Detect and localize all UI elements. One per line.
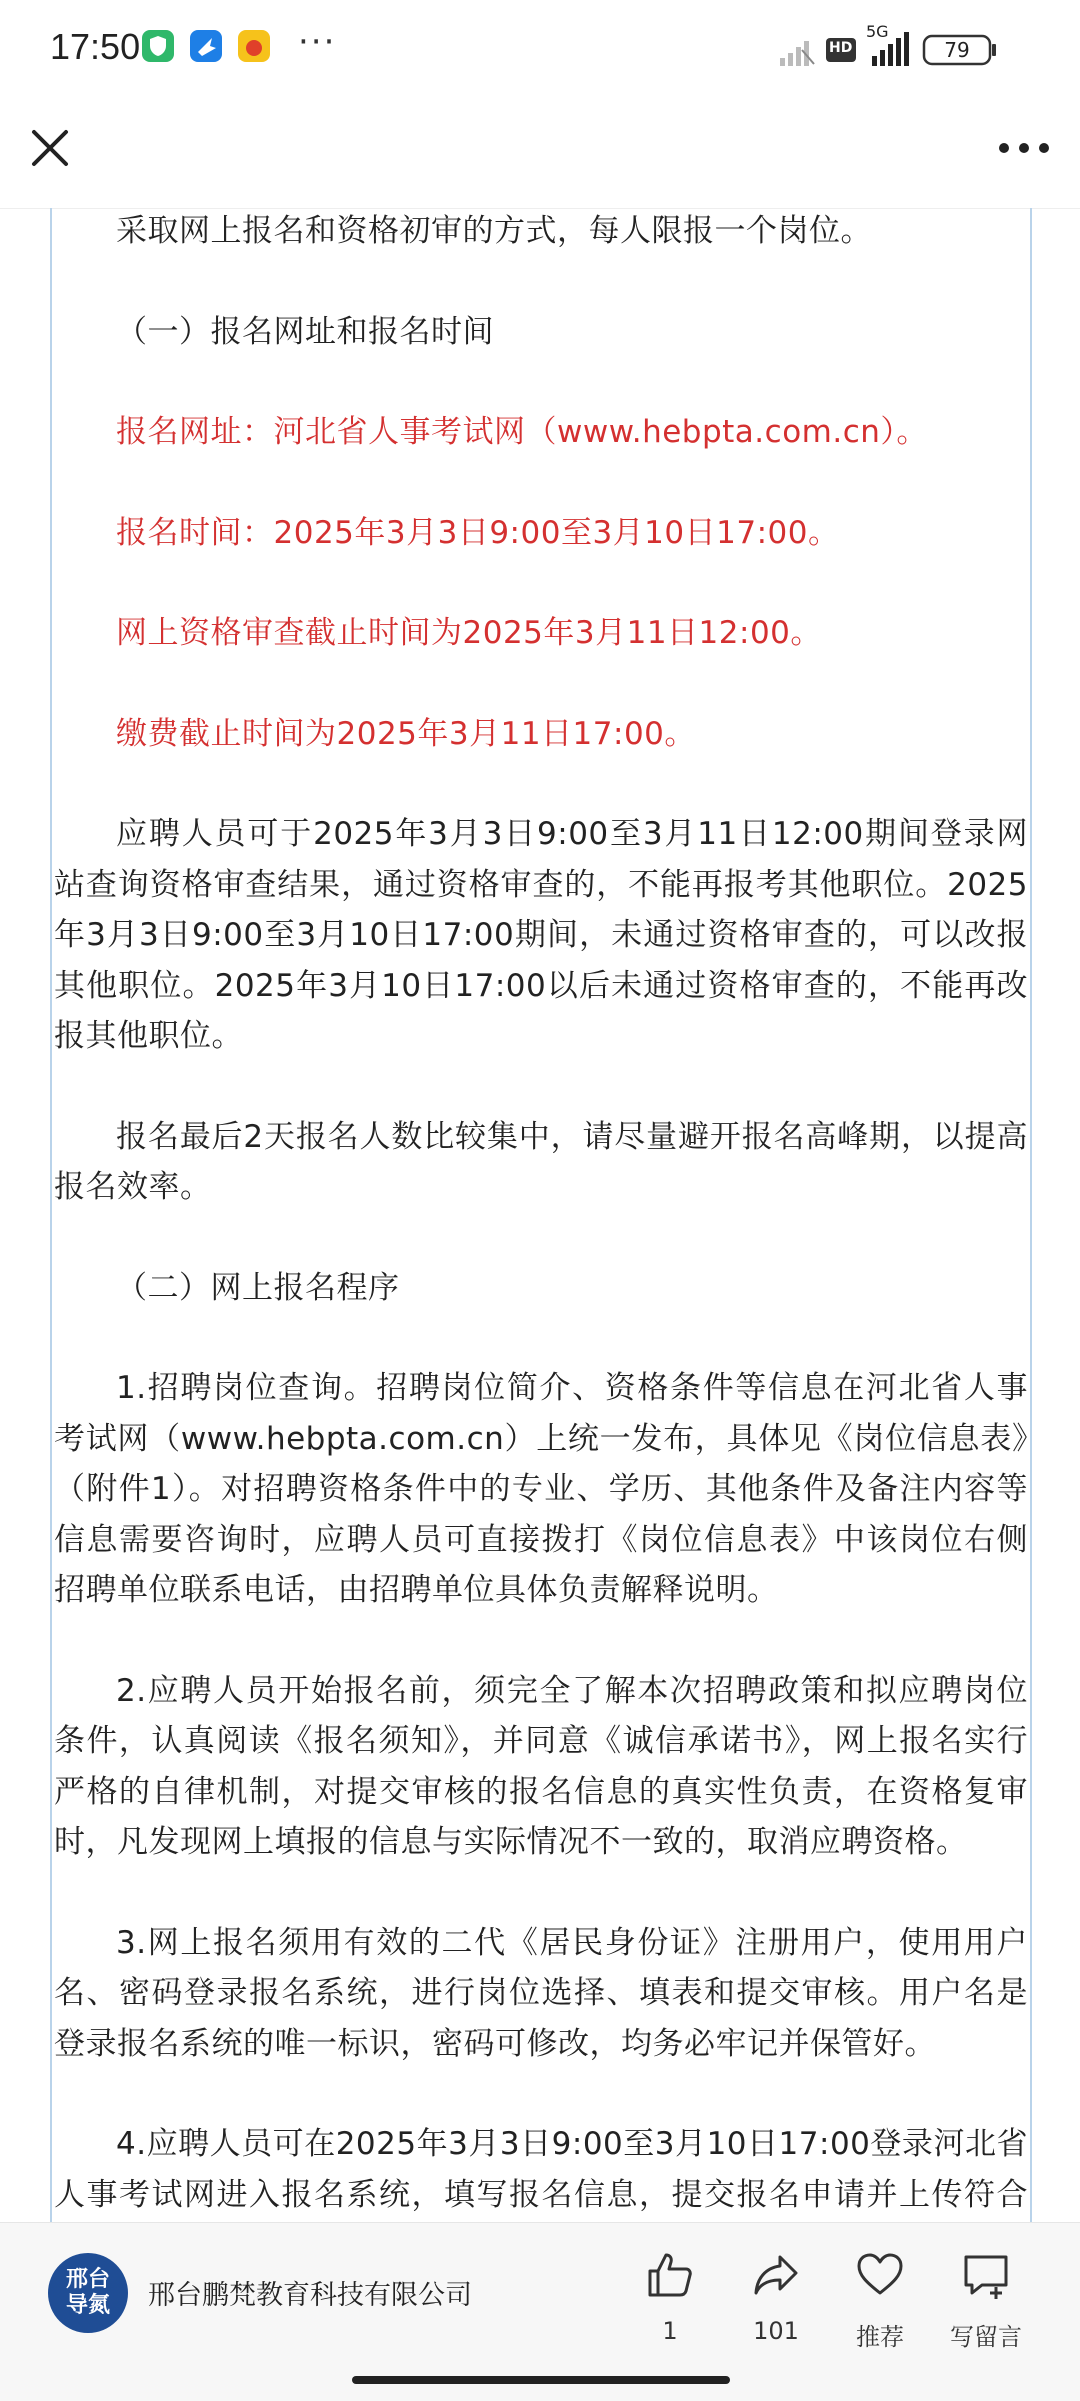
share-icon [750,2249,802,2301]
heart-icon [854,2249,906,2301]
publisher-avatar[interactable] [48,2253,128,2333]
share-count: 101 [753,2317,799,2345]
more-button[interactable] [996,136,1052,160]
recommend-label: 推荐 [856,2323,904,2351]
close-icon [26,124,74,172]
home-indicator[interactable] [352,2376,730,2384]
status-more-dots: ··· [298,22,337,62]
article-frame[interactable] [50,208,1032,2222]
paragraph-step-3: 3.网上报名须用有效的二代《居民身份证》注册用户，使用用户名、密码登录报名系统，进行岗位选择、填表和提交审核。用户名是登录报名系统的唯一标识，密码可修改，均务必牢记并保管好。 [54,1924,1028,2062]
status-time: 17:50 [50,26,141,67]
comment-button[interactable] [936,2249,1036,2352]
section-heading-2: （二）网上报名程序 [116,1269,400,1306]
logo-text-2: 导氮 [65,2292,110,2317]
comment-label: 写留言 [950,2323,1022,2351]
status-indicators [780,22,1040,68]
shield-app-icon [142,30,174,62]
status-bar [0,0,1080,100]
paragraph-review-results: 应聘人员可于2025年3月3日9:00至3月11日12:00期间登录网站查询资格审查结果，通过资格审查的，不能再报考其他职位。2025年3月3日9:00至3月10日17:00期间，未通过资格审查的，可以改报其他职位。2025年3月10日17:00以后未通过资格审查的，不能再改报其他职位。 [54,816,1028,1054]
thumb-up-icon [644,2249,696,2301]
more-icon [996,136,1052,160]
paragraph-step-4: 4.应聘人员可在2025年3月3日9:00至3月10日17:00登录河北省人事考试网进入报名系统，填写报名信息，提交报名申请并上传符合 [54,2126,1028,2213]
game-app-icon [238,30,270,62]
signal-icon [780,28,1040,72]
paragraph-step-1: 1.招聘岗位查询。招聘岗位简介、资格条件等信息在河北省人事考试网（www.hebpta.com.cn）上统一发布，具体见《岗位信息表》（附件1）。对招聘资格条件中的专业、学历、其他条件及备注内容等信息需要咨询时，应聘人员可直接拨打《岗位信息表》中该岗位右侧招聘单位联系电话，由招聘单位具体负责解释说明。 [54,1370,1028,1608]
paragraph-intro: 采取网上报名和资格初审的方式，每人限报一个岗位。 [116,213,872,249]
bottom-bar [0,2222,1080,2401]
paragraph-peak-notice: 报名最后2天报名人数比较集中，请尽量避开报名高峰期，以提高报名效率。 [54,1118,1028,1205]
registration-url: 报名网址：河北省人事考试网（www.hebpta.com.cn）。 [116,414,928,450]
like-count: 1 [662,2317,678,2345]
close-button[interactable] [26,124,74,172]
review-deadline: 网上资格审查截止时间为2025年3月11日12:00。 [116,615,822,651]
comment-icon [960,2249,1012,2301]
recommend-button[interactable] [830,2249,930,2352]
network-type: 5G [866,22,889,41]
registration-time: 报名时间：2025年3月3日9:00至3月10日17:00。 [116,514,840,551]
section-heading-1: （一）报名网址和报名时间 [116,313,494,350]
nav-bar [0,100,1080,209]
payment-deadline: 缴费截止时间为2025年3月11日17:00。 [116,715,696,752]
share-button[interactable] [726,2249,826,2345]
bird-app-icon [190,30,222,62]
paragraph-step-2: 2.应聘人员开始报名前，须完全了解本次招聘政策和拟应聘岗位条件，认真阅读《报名须知》，并同意《诚信承诺书》，网上报名实行严格的自律机制，对提交审核的报名信息的真实性负责，在资格复审时，凡发现网上填报的信息与实际情况不一致的，取消应聘资格。 [54,1672,1028,1860]
logo-text-1: 邢台 [65,2266,110,2291]
article-body [54,208,1028,2222]
publisher-name[interactable]: 邢台鹏梵教育科技有限公司 [148,2280,472,2311]
battery-level: 79 [944,38,970,62]
like-button[interactable] [620,2249,720,2345]
hd-badge: HD [829,40,853,56]
